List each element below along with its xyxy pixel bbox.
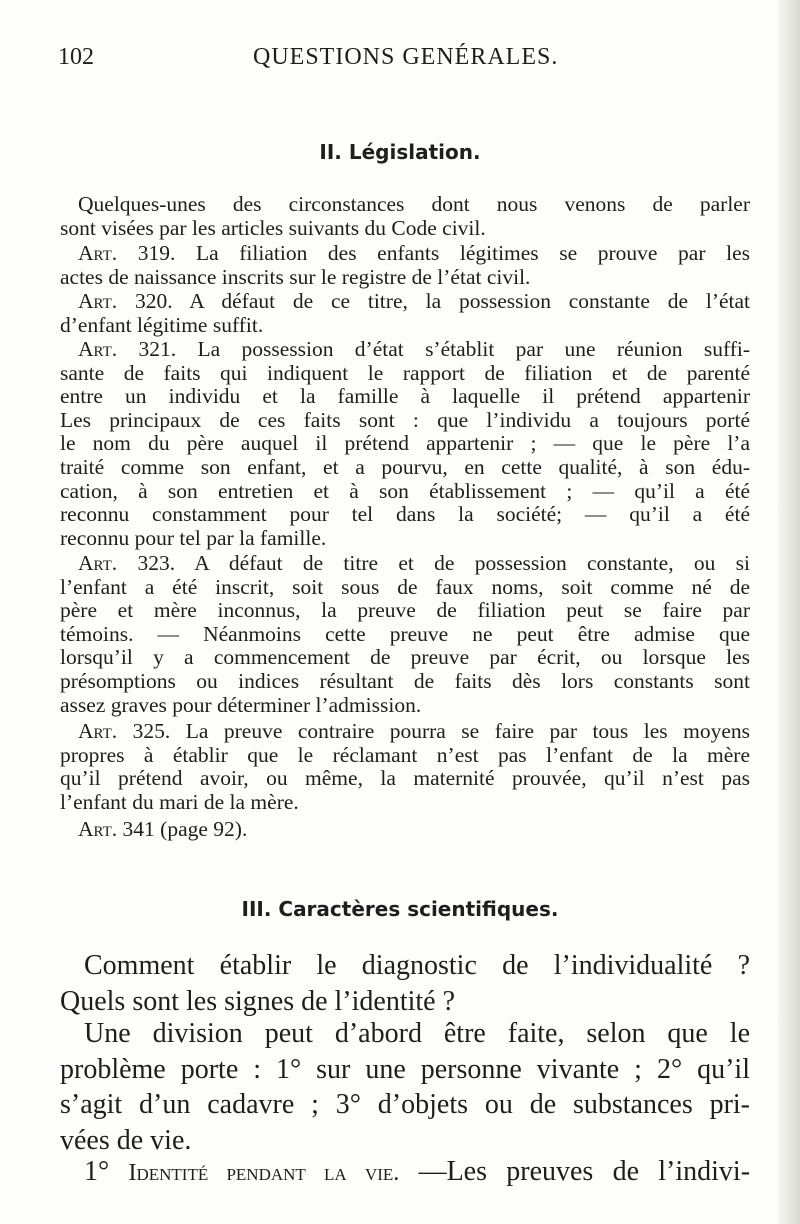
text-line: Quelques-unes des circonstances dont nous venons de parler [78, 192, 750, 216]
article-label: Art. [78, 337, 118, 361]
text-line: entre un individu et la famille à laquelle il prétend appartenir [60, 384, 750, 409]
article-325 [60, 720, 750, 814]
text-line [60, 1154, 750, 1190]
running-title: QUESTIONS GENÉRALES. [253, 44, 559, 70]
text-line: actes de naissance inscrits sur le registre de l’état civil. [60, 264, 531, 289]
text-line: témoins. — Néanmoins cette preuve ne peut être admise que [60, 621, 750, 646]
text-line [60, 242, 750, 266]
text-line: Quels sont les signes de l’identité ? [60, 985, 456, 1017]
text-line: cation, à son entretien et à son établissement ; — qu’il a été [60, 478, 750, 503]
text-line: Comment établir le diagnostic de l’individualité ? [84, 950, 750, 981]
text-line [60, 552, 750, 576]
text-line: reconnu pour tel par la famille. [60, 525, 327, 550]
text-line: propres à établir que le réclamant n’est pas l’enfant de la mère [60, 742, 750, 767]
text-line: assez graves pour déterminer l’admission. [60, 692, 422, 717]
article-321 [60, 338, 750, 550]
text-line [60, 818, 750, 842]
text-line: l’enfant a été inscrit, soit sous de faux noms, soit comme né de [60, 574, 750, 599]
text-line: Les principaux de ces faits sont : que l’individu a toujours porté [60, 407, 750, 432]
text-line: sont visées par les articles suivants du Code civil. [60, 215, 486, 240]
article-text: 341 (page 92). [122, 817, 248, 841]
division-paragraph [60, 1016, 750, 1158]
text-line: reconnu constamment pour tel dans la société; — qu’il a été [60, 502, 750, 527]
text-line: qu’il prétend avoir, ou même, la maternité prouvée, qu’il n’est pas [60, 766, 750, 791]
article-label: Art. [78, 289, 118, 313]
section-heading-scientific: III. Caractères scientifiques. [241, 897, 559, 921]
article-label: Art. [78, 241, 118, 265]
item-number: 1° [84, 1156, 110, 1187]
intro-paragraph [60, 193, 750, 240]
article-text: 320. A défaut de ce titre, la possession constante de l’état [134, 289, 751, 313]
article-text: 319. La filiation des enfants légitimes se prouve par les [137, 241, 750, 265]
item-text: —Les preuves de l’indivi- [418, 1156, 751, 1187]
text-line [60, 720, 750, 744]
text-line: lorsqu’il y a commencement de preuve par écrit, ou lorsque les [60, 645, 750, 670]
article-text: 325. La preuve contraire pourra se faire par tous les moyens [132, 719, 751, 743]
text-line: père et mère inconnus, la preuve de filiation peut se faire par [60, 598, 750, 623]
page-number: 102 [58, 44, 94, 70]
article-319 [60, 242, 750, 289]
text-line: le nom du père auquel il prétend appartenir ; — que le père l’a [60, 431, 750, 456]
article-320 [60, 290, 750, 337]
text-line: vées de vie. [60, 1124, 192, 1156]
text-line: s’agit d’un cadavre ; 3° d’objets ou de substances pri- [60, 1089, 750, 1120]
text-line: présomptions ou indices résultant de faits dès lors constants sont [60, 668, 750, 693]
diagnostic-question-paragraph [60, 948, 750, 1019]
page-gutter-shadow [778, 0, 800, 1224]
running-head [58, 44, 748, 78]
article-label: Art. [78, 719, 118, 743]
text-line: d’enfant légitime suffit. [60, 312, 264, 337]
article-text: 323. A défaut de titre et de possession constante, ou si [137, 551, 750, 575]
article-323 [60, 552, 750, 717]
text-line: Une division peut d’abord être faite, selon que le [84, 1018, 750, 1049]
text-line: traité comme son enfant, et a pourvu, en cette qualité, à son édu- [60, 454, 750, 479]
text-line: problème porte : 1° sur une personne vivante ; 2° qu’il [60, 1053, 750, 1085]
section-heading-legislation: II. Législation. [319, 140, 481, 164]
article-label: Art. [78, 817, 118, 841]
text-line: l’enfant du mari de la mère. [60, 789, 299, 814]
article-label: Art. [78, 551, 118, 575]
text-line [60, 338, 750, 362]
text-line: sante de faits qui indiquent le rapport de filiation et de parenté [60, 360, 750, 385]
article-341 [60, 818, 750, 842]
identity-paragraph [60, 1154, 750, 1190]
text-line [60, 290, 750, 314]
item-title: Identité pendant la vie. [128, 1160, 400, 1186]
article-text: 321. La possession d’état s’établit par une réunion suffi- [138, 337, 751, 361]
